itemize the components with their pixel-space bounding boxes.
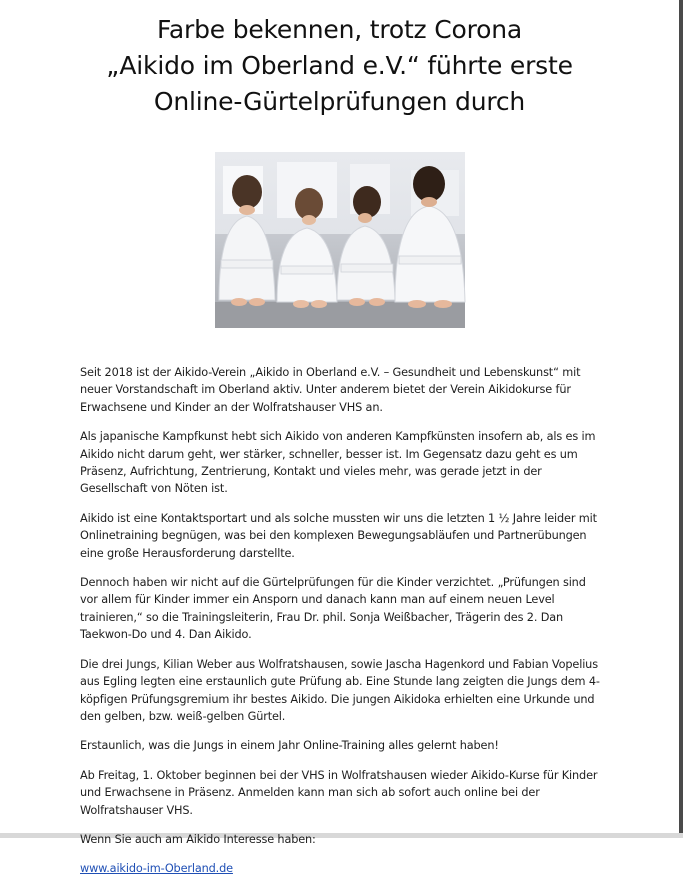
photo-mat (215, 302, 465, 328)
paragraph-2: Als japanische Kampfkunst hebt sich Aikido von anderen Kampfkünsten insofern ab, als es im Aikido nicht darum geht, wer stärker, schneller, besser ist. Im Gegensatz dazu geht es um Präsenz, Aufrichtung, Zentrierung, Kontakt und vieles mehr, was gerade jetzt in der Gesellschaft von Nöten ist. (80, 430, 596, 496)
paragraph-5: Die drei Jungs, Kilian Weber aus Wolfratshausen, sowie Jascha Hagenkord und Fabian Vopelius aus Egling legten eine erstaunlich gute Prüfung ab. Eine Stunde lang zeigten die Jungs dem 4-köpfigen Prüfungsgremium ihr bestes Aikido. Die jungen Aikidoka erhielten eine Urkunde und den gelben, bzw. weiß-gelben Gürtel. (80, 657, 600, 723)
paragraph-6: Erstaunlich, was die Jungs in einem Jahr Online-Training alles gelernt haben! (80, 739, 499, 753)
kids-aikido-photo (215, 152, 465, 328)
paragraph-4: Dennoch haben wir nicht auf die Gürtelprüfungen für die Kinder verzichtet. „Prüfungen sind vor allem für Kinder immer ein Ansporn und danach kann man auf einem neuen Level trainieren,“ so die Trainingsleiterin, Frau Dr. phil. Sonja Weißbacher, Trägerin des 2. Dan Taekwon-Do und 4. Dan Aikido. (80, 576, 586, 642)
website-link-line (80, 860, 602, 877)
paragraph-1: Seit 2018 ist der Aikido-Verein „Aikido in Oberland e.V. – Gesundheit und Lebenskunst“ mit neuer Vorstandschaft im Oberland aktiv. Unter anderem bietet der Verein Aikidokurse für Erwachsene und Kinder an der Wolfratshauser VHS an. (80, 366, 581, 414)
paragraph-7: Ab Freitag, 1. Oktober beginnen bei der VHS in Wolfratshausen wieder Aikido-Kurse für Kinder und Erwachsene in Präsenz. Anmelden kann man sich ab sofort auch online bei der Wolfratshauser VHS. (80, 768, 598, 817)
title-line-1: Farbe bekennen, trotz Corona (157, 15, 522, 44)
photo-drawing (215, 152, 465, 328)
title-line-2: „Aikido im Oberland e.V.“ führte erste (106, 51, 573, 80)
title-line-3: Online-Gürtelprüfungen durch (153, 87, 526, 116)
page-edge-right (679, 0, 683, 838)
paragraph-3: Aikido ist eine Kontaktsportart und als solche mussten wir uns die letzten 1 ½ Jahre leider mit Onlinetraining begnügen, was bei den komplexen Bewegungsabläufen und Partnerübungen eine große Herausforderung darstellte. (80, 511, 597, 560)
website-link[interactable]: www.aikido-im-Oberland.de (80, 862, 233, 876)
page-title (0, 12, 679, 120)
article-body (80, 364, 602, 890)
paragraph-8: Wenn Sie auch am Aikido Interesse haben: (80, 832, 316, 846)
